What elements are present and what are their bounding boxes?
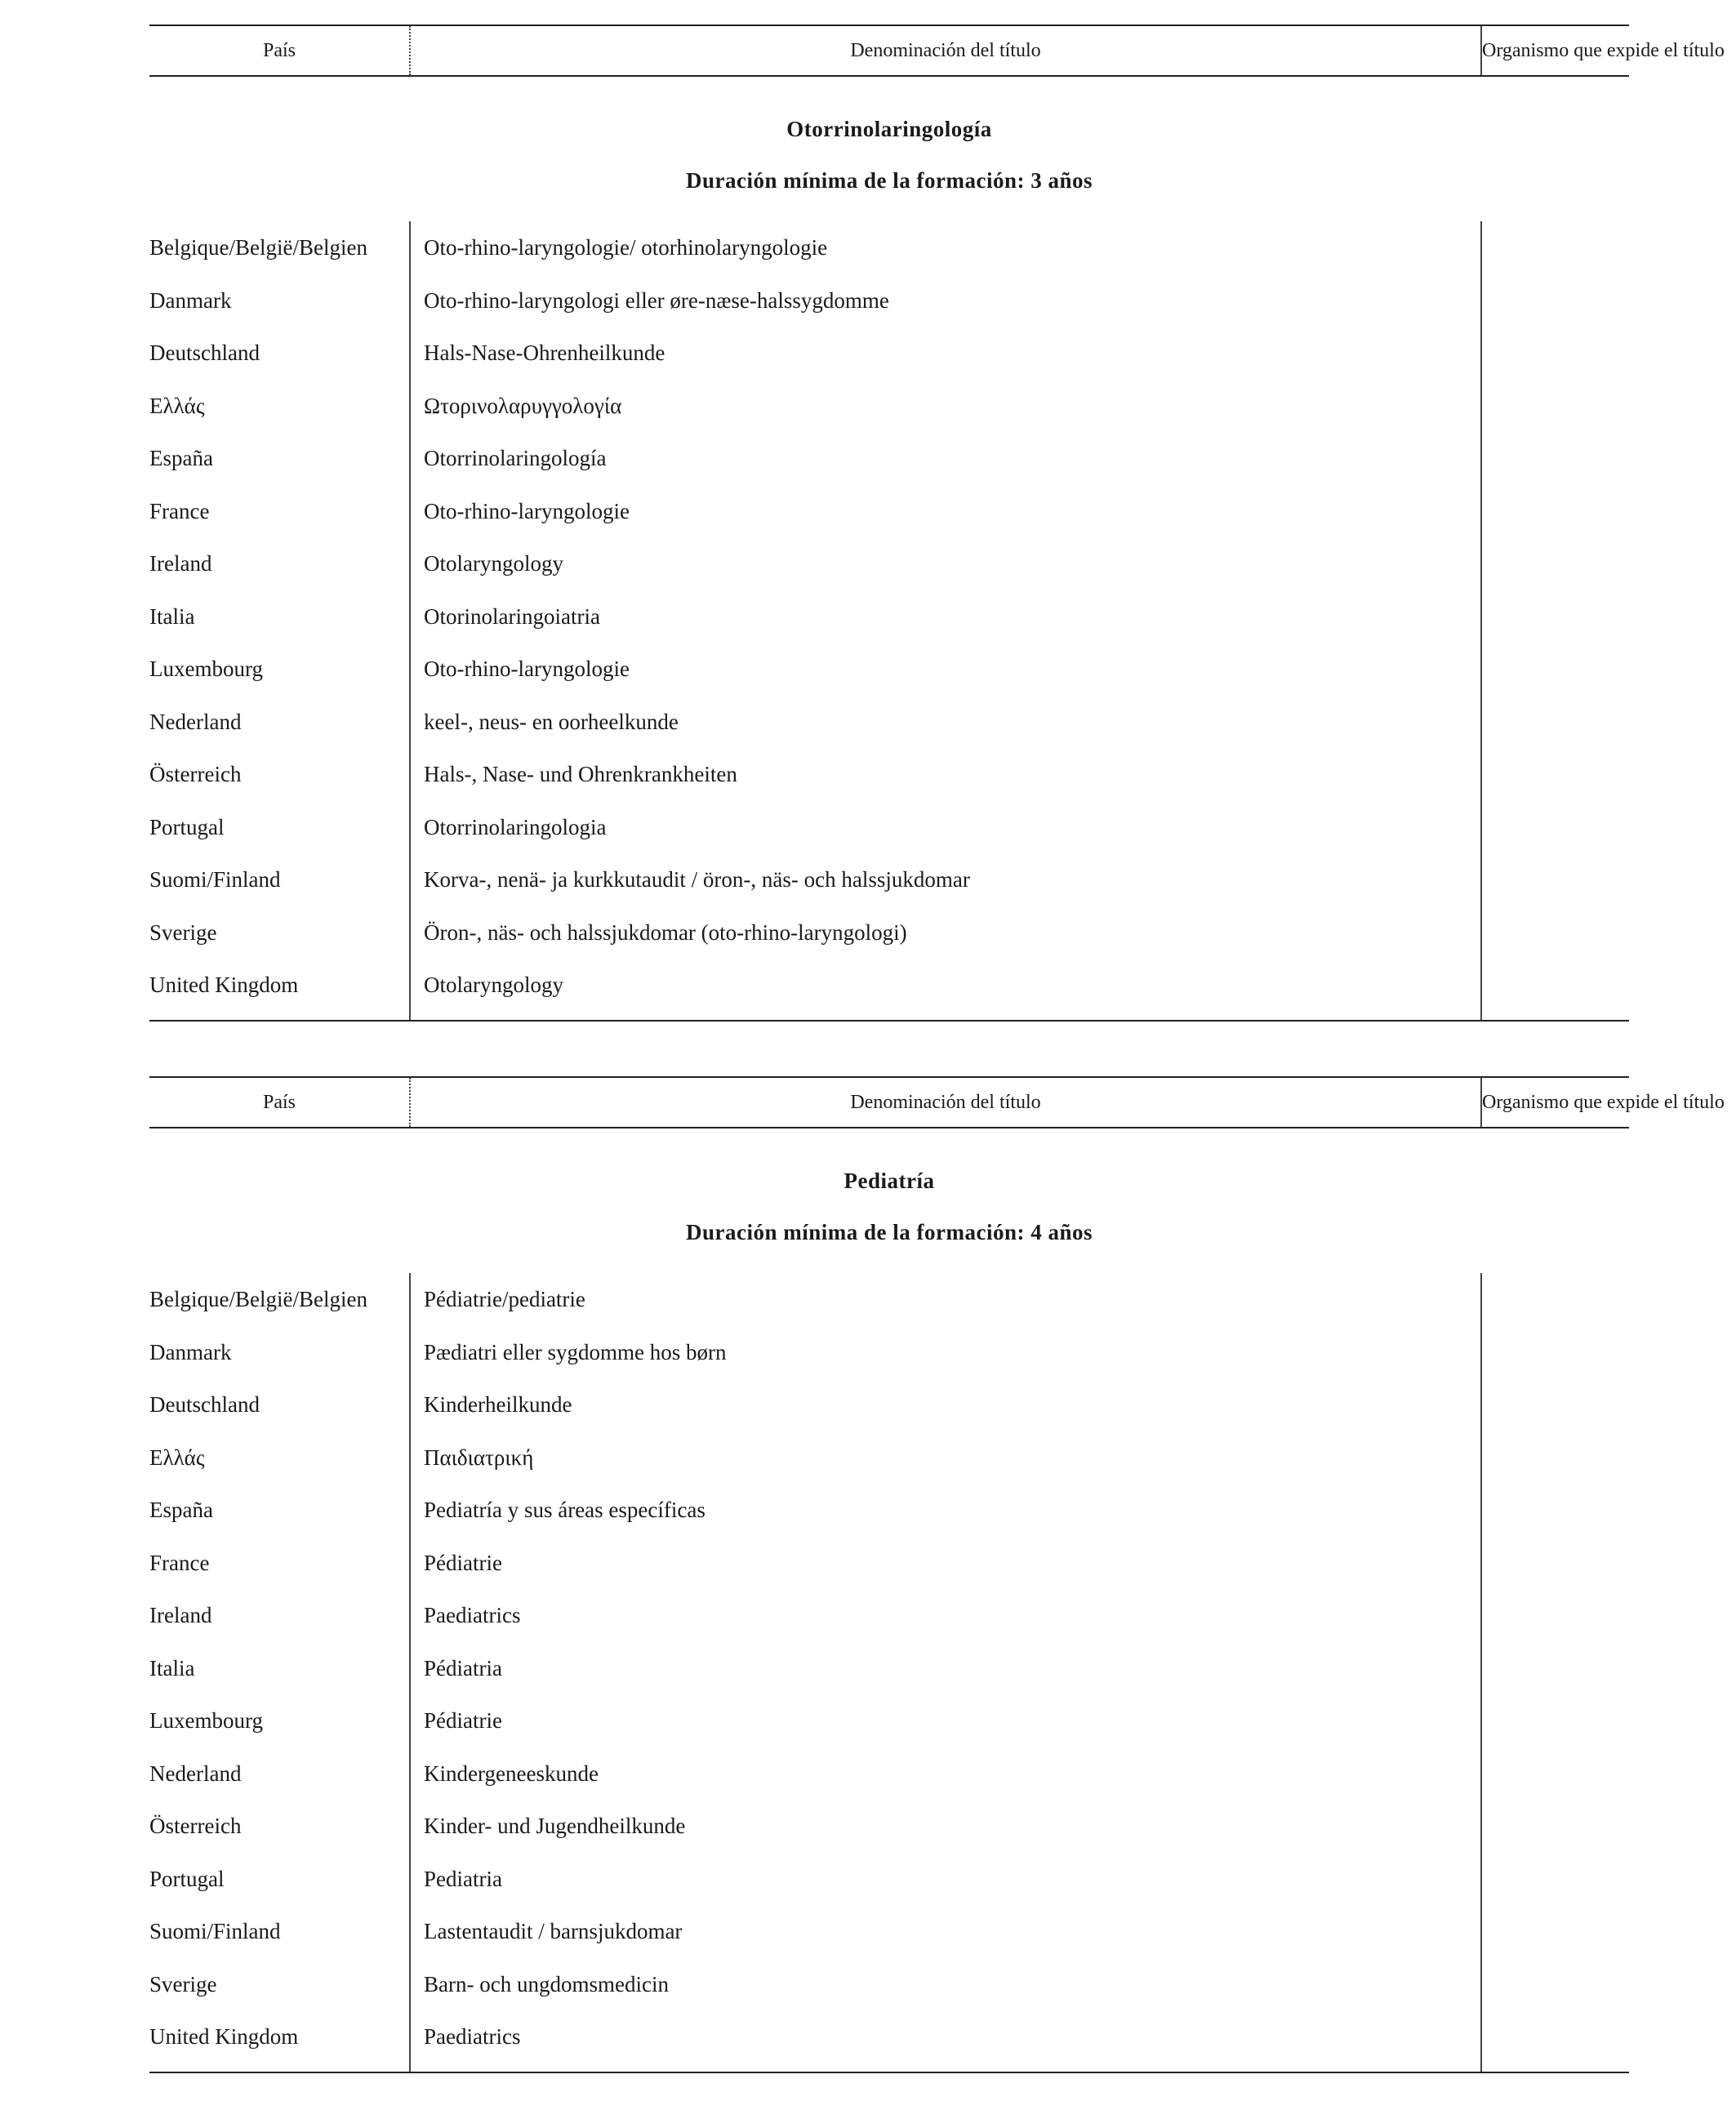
country-cell: Ireland xyxy=(149,551,212,576)
table-row xyxy=(149,1484,1629,1537)
table-header xyxy=(149,1076,1725,1128)
country-cell: United Kingdom xyxy=(149,2024,299,2049)
title-cell: Otorinolaringoiatria xyxy=(424,603,600,629)
table-row xyxy=(149,1800,1629,1853)
title-cell: Otorrinolaringología xyxy=(424,446,607,470)
table-row xyxy=(149,1958,1629,2011)
header-pais: País xyxy=(262,1092,296,1113)
title-cell: Παιδιατρική xyxy=(424,1445,534,1470)
title-cell: keel-, neus- en oorheelkunde xyxy=(424,709,679,734)
table-row xyxy=(149,696,1629,749)
country-cell: Danmark xyxy=(149,287,232,313)
table-row xyxy=(149,1694,1629,1747)
table-row xyxy=(149,380,1629,433)
country-cell: Nederland xyxy=(149,1761,242,1786)
header-denominacion: Denominación del título xyxy=(850,1092,1041,1113)
table-row xyxy=(149,1378,1629,1431)
country-cell: Portugal xyxy=(149,1866,225,1891)
header-organismo: Organismo que expide el título xyxy=(1482,1092,1725,1113)
table-row xyxy=(149,432,1629,485)
table-row xyxy=(149,1905,1629,1958)
table-row xyxy=(149,537,1629,590)
country-cell: Sverige xyxy=(149,919,217,945)
title-cell: Pediatría y sus áreas específicas xyxy=(424,1498,706,1522)
section-duration: Duración mínima de la formación: 4 años xyxy=(686,1220,1093,1244)
table-row xyxy=(149,1537,1629,1590)
country-cell: Italia xyxy=(149,1655,195,1680)
country-cell: Luxembourg xyxy=(149,657,263,681)
country-cell: France xyxy=(149,498,210,523)
title-cell: Oto-rhino-laryngologie xyxy=(424,498,630,523)
table-row xyxy=(149,221,1629,274)
country-cell: Suomi/Finland xyxy=(149,867,281,892)
table-row xyxy=(149,2010,1629,2063)
title-cell: Pédiatrie xyxy=(424,1708,502,1733)
table-row xyxy=(149,748,1629,801)
title-cell: Otolaryngology xyxy=(424,973,563,997)
title-cell: Paediatrics xyxy=(424,2024,521,2049)
title-cell: Oto-rhino-laryngologi eller øre-næse-halssygdomme xyxy=(424,287,889,313)
section-duration: Duración mínima de la formación: 3 años xyxy=(686,168,1093,193)
table-row xyxy=(149,1747,1629,1801)
table-row xyxy=(149,1431,1629,1485)
title-cell: Oto-rhino-laryngologie/ otorhinolaryngologie xyxy=(424,235,828,260)
table-pediatria xyxy=(149,1076,1725,2073)
header-organismo: Organismo que expide el título xyxy=(1482,40,1725,61)
table-row xyxy=(149,853,1629,906)
table-row xyxy=(149,1589,1629,1642)
title-cell: Otorrinolaringologia xyxy=(424,814,607,839)
title-cell: Pédiatrie/pediatrie xyxy=(424,1287,585,1311)
country-cell: España xyxy=(149,446,213,470)
table-row xyxy=(149,1326,1629,1379)
country-cell: Ireland xyxy=(149,1603,212,1627)
country-cell: Deutschland xyxy=(149,341,260,365)
table-row xyxy=(149,485,1629,538)
title-cell: Lastentaudit / barnsjukdomar xyxy=(424,1919,683,1943)
country-cell: Italia xyxy=(149,603,195,629)
table-row xyxy=(149,643,1629,696)
title-cell: Paediatrics xyxy=(424,1603,521,1627)
title-cell: Korva-, nenä- ja kurkkutaudit / öron-, näs- och halssjukdomar xyxy=(424,867,970,892)
country-cell: Sverige xyxy=(149,1971,217,1996)
country-cell: France xyxy=(149,1550,210,1575)
section-title: Otorrinolaringología xyxy=(786,117,992,141)
country-cell: Belgique/België/Belgien xyxy=(149,1287,367,1311)
country-cell: Portugal xyxy=(149,814,225,839)
table-row xyxy=(149,274,1629,327)
country-cell: Belgique/België/Belgien xyxy=(149,235,367,260)
country-cell: Suomi/Finland xyxy=(149,1919,281,1943)
country-cell: Luxembourg xyxy=(149,1708,263,1733)
title-cell: Pédiatrie xyxy=(424,1550,502,1575)
country-cell: Ελλάς xyxy=(149,1445,205,1470)
country-cell: Danmark xyxy=(149,1339,232,1364)
title-cell: Otolaryngology xyxy=(424,551,563,576)
table-row xyxy=(149,959,1629,1012)
title-cell: Pediatria xyxy=(424,1866,502,1891)
country-cell: Österreich xyxy=(149,1814,242,1838)
table-otorrinolaringologia xyxy=(149,24,1725,1022)
table-row xyxy=(149,906,1629,959)
country-cell: United Kingdom xyxy=(149,973,299,997)
table-row xyxy=(149,1853,1629,1906)
title-cell: Oto-rhino-laryngologie xyxy=(424,657,630,681)
title-cell: Kinder- und Jugendheilkunde xyxy=(424,1814,686,1838)
title-cell: Pædiatri eller sygdomme hos børn xyxy=(424,1339,727,1364)
title-cell: Pédiatria xyxy=(424,1655,502,1680)
header-denominacion: Denominación del título xyxy=(850,40,1041,61)
country-cell: Nederland xyxy=(149,709,242,734)
table-row xyxy=(149,1273,1629,1326)
title-cell: Barn- och ungdomsmedicin xyxy=(424,1971,669,1996)
country-cell: Deutschland xyxy=(149,1392,260,1417)
table-row xyxy=(149,1642,1629,1695)
title-cell: Ωτορινολαρυγγολογία xyxy=(424,393,622,418)
table-body xyxy=(149,1273,1629,2073)
table-row xyxy=(149,590,1629,643)
title-cell: Hals-Nase-Ohrenheilkunde xyxy=(424,341,665,365)
table-body xyxy=(149,221,1629,1022)
section-title: Pediatría xyxy=(844,1169,935,1193)
title-cell: Öron-, näs- och halssjukdomar (oto-rhino-laryngologi) xyxy=(424,919,907,945)
table-row xyxy=(149,327,1629,380)
table-row xyxy=(149,801,1629,854)
title-cell: Kindergeneeskunde xyxy=(424,1761,599,1786)
title-cell: Hals-, Nase- und Ohrenkrankheiten xyxy=(424,762,737,786)
country-cell: Österreich xyxy=(149,762,242,786)
country-cell: Ελλάς xyxy=(149,393,205,418)
header-pais: País xyxy=(262,40,296,61)
table-header xyxy=(149,24,1725,77)
title-cell: Kinderheilkunde xyxy=(424,1392,572,1417)
country-cell: España xyxy=(149,1498,213,1522)
